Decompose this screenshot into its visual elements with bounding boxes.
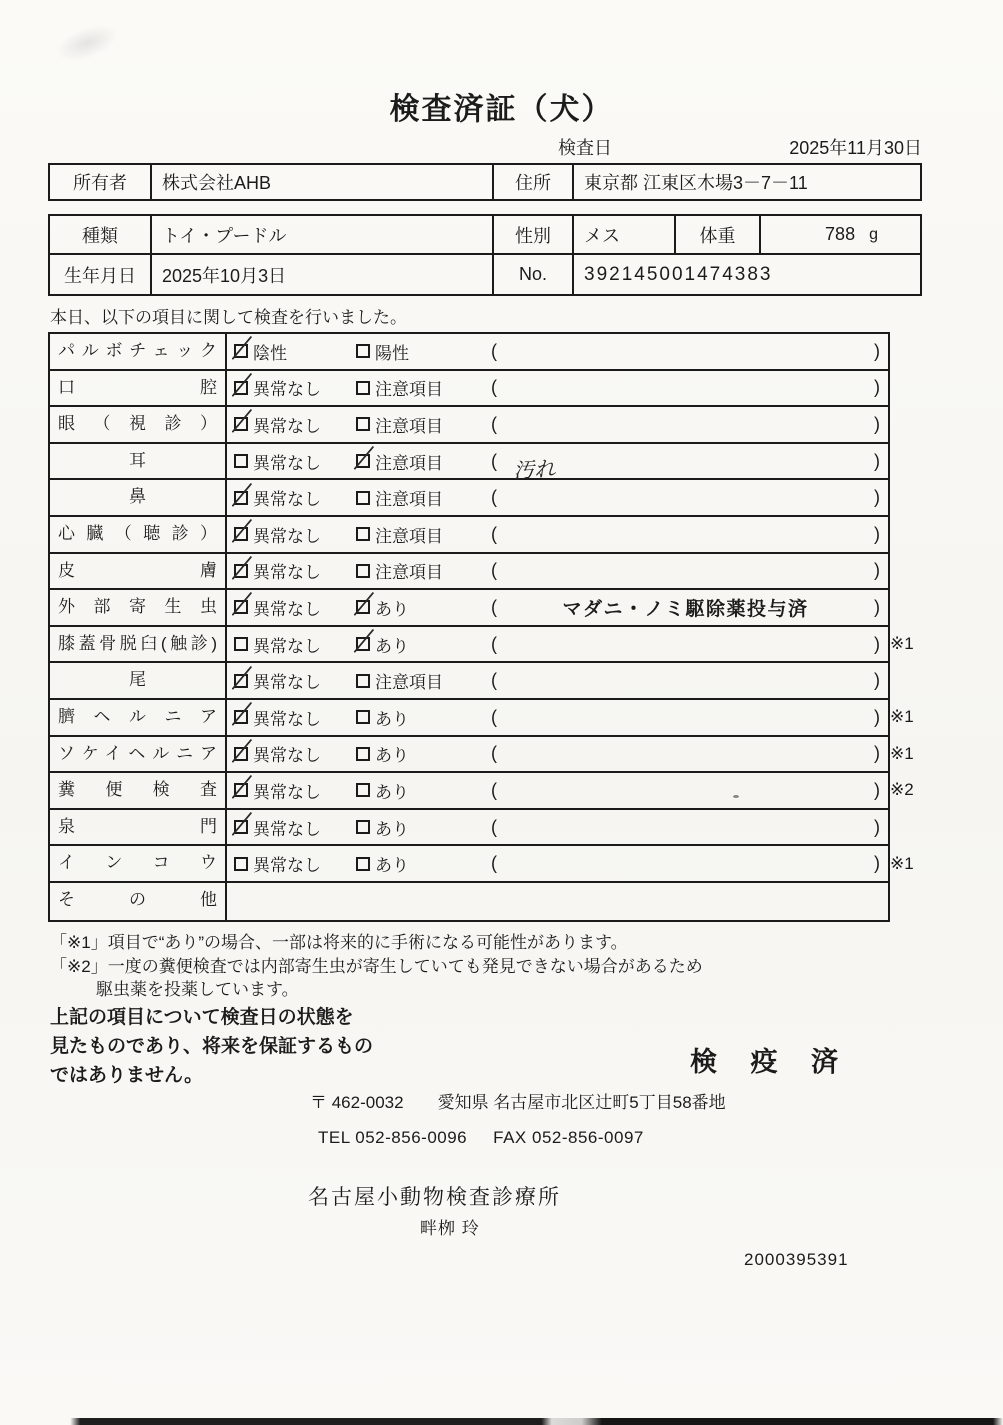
owner-value: 株式会社AHB [150, 165, 492, 199]
checkbox-2 [356, 820, 370, 834]
option-2 [349, 554, 489, 589]
close-paren: ) [874, 523, 880, 544]
close-paren: ) [874, 853, 880, 874]
inspection-item-label: インコウ [50, 846, 227, 881]
microchip-no-value: 392145001474383 [572, 255, 920, 294]
option-1 [227, 371, 349, 406]
clinic-address: 愛知県 名古屋市北区辻町5丁目58番地 [437, 1093, 726, 1112]
inspection-item-label: その他 [50, 883, 227, 920]
open-paren: ( [491, 670, 497, 691]
open-paren: ( [491, 450, 497, 471]
open-paren: ( [491, 487, 497, 508]
option-1 [227, 517, 349, 552]
option-1 [227, 810, 349, 845]
close-paren: ) [874, 596, 880, 617]
remarks-area [489, 407, 888, 442]
inspection-item-label: 心臓（聴診） [50, 517, 227, 552]
disclaimer-line-2: 見たものであり、将来を保証するもの [50, 1036, 374, 1057]
inspection-item-label: 泉門 [50, 810, 227, 845]
intro-text: 本日、以下の項目に関して検査を行いました。 [50, 308, 407, 327]
option-2 [349, 371, 489, 406]
remarks-area [489, 737, 888, 772]
inspection-date-row [558, 134, 922, 160]
remarks-area [489, 810, 888, 845]
footnote-2-line-2: 駆虫薬を投薬しています。 [96, 980, 299, 999]
weight-value-cell [759, 216, 920, 253]
checkbox-1 [234, 454, 248, 468]
close-paren: ) [874, 450, 880, 471]
checkbox-1 [234, 417, 248, 431]
checkbox-2-label: 注意項目 [375, 563, 443, 583]
close-paren: ) [874, 560, 880, 581]
option-1 [227, 444, 349, 479]
checkbox-1-label: 異常なし [253, 563, 321, 583]
checkbox-2 [356, 857, 370, 871]
row-footnote-mark: ※2 [890, 780, 914, 800]
open-paren: ( [491, 743, 497, 764]
remarks-area [489, 773, 888, 808]
checkbox-1 [234, 674, 248, 688]
scan-edge-artifact [0, 1418, 1003, 1425]
option-2 [349, 700, 489, 735]
option-2 [349, 810, 489, 845]
weight-value: 788 [825, 224, 856, 244]
row-footnote-mark: ※1 [890, 743, 914, 763]
checkbox-2 [356, 454, 370, 468]
remarks-area [489, 627, 888, 662]
clinic-fax: FAX 052-856-0097 [493, 1128, 644, 1147]
inspection-row [50, 554, 888, 591]
checkbox-2 [356, 491, 370, 505]
inspection-row [50, 517, 888, 554]
checkbox-2 [356, 637, 370, 651]
checkbox-1-label: 異常なし [253, 819, 321, 839]
inspection-row [50, 810, 888, 847]
address-value: 東京都 江東区木場3－7－11 [572, 165, 920, 199]
checkbox-2 [356, 710, 370, 724]
inspection-row [50, 737, 914, 774]
open-paren: ( [491, 779, 497, 800]
birthdate-label: 生年月日 [64, 265, 136, 286]
disclaimer-line-1: 上記の項目について検査日の状態を [50, 1007, 354, 1028]
inspection-row [50, 663, 888, 700]
checkbox-2-label: 注意項目 [375, 673, 443, 693]
option-2 [349, 663, 489, 698]
checkbox-1-label: 異常なし [253, 526, 321, 546]
breed-value: トイ・プードル [150, 216, 492, 253]
inspection-row [50, 627, 914, 664]
close-paren: ) [874, 816, 880, 837]
checkbox-1 [234, 527, 248, 541]
clinic-postal-code: 〒 462-0032 [310, 1093, 404, 1112]
option-1 [227, 846, 349, 881]
weight-unit: g [869, 225, 878, 243]
checkbox-1 [234, 344, 248, 358]
inspection-item-label: 膝蓋骨脱臼(触診) [50, 627, 227, 662]
checkbox-1-label: 異常なし [253, 673, 321, 693]
checkbox-1-label: 異常なし [253, 380, 321, 400]
open-paren: ( [491, 816, 497, 837]
checkbox-2-label: あり [375, 599, 409, 619]
document-title: 検査済証（犬） [389, 93, 614, 126]
inspection-item-label: 尾 [50, 663, 227, 698]
checkbox-2 [356, 600, 370, 614]
sex-value: メス [572, 216, 674, 253]
remarks-area [489, 700, 888, 735]
inspection-item-label: 鼻 [50, 480, 227, 515]
inspection-item-label: 皮膚 [50, 554, 227, 589]
inspection-row [50, 590, 888, 627]
inspection-item-label: 外部寄生虫 [50, 590, 227, 625]
quarantine-stamp: 検 疫 済 [690, 1047, 852, 1077]
remarks-area [489, 590, 888, 625]
inspection-row [50, 371, 888, 408]
option-1 [227, 737, 349, 772]
checkbox-1 [234, 381, 248, 395]
footnote-2-line-1: 「※2」一度の糞便検査では内部寄生虫が寄生していても発見できない場合があるため [50, 957, 703, 976]
option-1 [227, 627, 349, 662]
inspection-row [50, 883, 888, 920]
animal-table [48, 214, 922, 296]
disclaimer-line-3: ではありません。 [50, 1065, 204, 1086]
checkbox-2-label: 注意項目 [375, 380, 443, 400]
checkbox-2-label: 注意項目 [375, 490, 443, 510]
checkbox-1 [234, 820, 248, 834]
checkbox-1 [234, 857, 248, 871]
row-footnote-mark: ※1 [890, 634, 914, 654]
inspection-row [50, 773, 914, 810]
inspection-item-label: ソケイヘルニア [50, 737, 227, 772]
row-footnote-mark: ※1 [890, 853, 914, 873]
option-1 [227, 700, 349, 735]
clinic-address-line [310, 1088, 726, 1113]
inspection-item-label: パルボチェック [50, 334, 227, 369]
checkbox-2 [356, 417, 370, 431]
weight-label: 体重 [674, 216, 759, 253]
checkbox-2 [356, 527, 370, 541]
inspection-row [50, 846, 914, 883]
checkbox-2-label: あり [375, 636, 409, 656]
option-2 [349, 444, 489, 479]
breed-label: 種類 [82, 225, 118, 246]
animal-table-row-2 [50, 255, 920, 294]
footnote-1: 「※1」項目で“あり”の場合、一部は将来的に手術になる可能性があります。 [50, 933, 628, 952]
checkbox-1-label: 異常なし [253, 709, 321, 729]
checkbox-1-label: 異常なし [253, 599, 321, 619]
inspection-table [48, 332, 914, 922]
close-paren: ) [874, 413, 880, 434]
remarks-area [489, 663, 888, 698]
option-1 [227, 773, 349, 808]
checkbox-2-label: 注意項目 [375, 526, 443, 546]
checkbox-2 [356, 674, 370, 688]
owner-label: 所有者 [73, 173, 127, 193]
close-paren: ) [874, 377, 880, 398]
close-paren: ) [874, 670, 880, 691]
checkbox-2-label: 注意項目 [375, 453, 443, 473]
checkbox-1 [234, 783, 248, 797]
remark-text: 汚れ [512, 457, 556, 484]
close-paren: ) [874, 633, 880, 654]
inspection-row [50, 407, 888, 444]
open-paren: ( [491, 596, 497, 617]
open-paren: ( [491, 706, 497, 727]
checkbox-2-label: あり [375, 782, 409, 802]
checkbox-2 [356, 783, 370, 797]
option-2 [349, 590, 489, 625]
birthdate-value: 2025年10月3日 [150, 255, 492, 294]
veterinarian-name: 畔栁 玲 [420, 1219, 480, 1238]
checkbox-1 [234, 600, 248, 614]
remarks-area [489, 371, 888, 406]
open-paren: ( [491, 340, 497, 361]
option-2 [349, 846, 489, 881]
scan-smudge-artifact [52, 18, 122, 68]
checkbox-2 [356, 381, 370, 395]
inspection-item-label: 糞便検査 [50, 773, 227, 808]
inspection-row [50, 700, 914, 737]
remarks-area [489, 846, 888, 881]
option-2 [349, 517, 489, 552]
inspection-date-value: 2025年11月30日 [789, 138, 922, 158]
checkbox-1-label: 異常なし [253, 856, 321, 876]
option-2 [349, 334, 489, 369]
checkbox-1-label: 異常なし [253, 636, 321, 656]
option-1 [227, 407, 349, 442]
checkbox-1 [234, 710, 248, 724]
checkbox-1-label: 異常なし [253, 746, 321, 766]
option-1 [227, 480, 349, 515]
option-1 [227, 554, 349, 589]
remarks-area [489, 554, 888, 589]
checkbox-1-label: 異常なし [253, 453, 321, 473]
serial-number: 2000395391 [744, 1250, 849, 1269]
close-paren: ) [874, 487, 880, 508]
option-1 [227, 334, 349, 369]
option-2 [349, 737, 489, 772]
remarks-area [489, 480, 888, 515]
checkbox-1 [234, 747, 248, 761]
option-2 [349, 773, 489, 808]
checkbox-2 [356, 564, 370, 578]
clinic-name: 名古屋小動物検査診療所 [308, 1186, 561, 1209]
sex-label: 性別 [492, 216, 572, 253]
open-paren: ( [491, 523, 497, 544]
clinic-tel: TEL 052-856-0096 [318, 1128, 468, 1147]
checkbox-2 [356, 747, 370, 761]
open-paren: ( [491, 853, 497, 874]
option-2 [349, 407, 489, 442]
checkbox-1-label: 異常なし [253, 490, 321, 510]
scan-speck-artifact [733, 795, 739, 798]
row-footnote-mark: ※1 [890, 707, 914, 727]
checkbox-2-label: あり [375, 709, 409, 729]
checkbox-2-label: あり [375, 856, 409, 876]
checkbox-1 [234, 491, 248, 505]
inspection-row [50, 480, 888, 517]
open-paren: ( [491, 633, 497, 654]
owner-table [48, 163, 922, 201]
checkbox-2-label: あり [375, 819, 409, 839]
animal-table-row-1 [50, 216, 920, 255]
inspection-row [50, 334, 888, 371]
checkbox-2-label: 注意項目 [375, 416, 443, 436]
close-paren: ) [874, 706, 880, 727]
disclaimer-text [50, 1003, 373, 1090]
checkbox-2 [356, 344, 370, 358]
remarks-area [489, 444, 888, 484]
address-label: 住所 [492, 165, 572, 199]
checkbox-2-label: 陽性 [375, 343, 409, 363]
checkbox-1-label: 異常なし [253, 416, 321, 436]
open-paren: ( [491, 377, 497, 398]
open-paren: ( [491, 560, 497, 581]
remarks-area [489, 517, 888, 552]
checkbox-1 [234, 637, 248, 651]
option-2 [349, 627, 489, 662]
close-paren: ) [874, 340, 880, 361]
checkbox-2-label: あり [375, 746, 409, 766]
inspection-date-label: 検査日 [558, 138, 612, 158]
inspection-item-label: 口腔 [50, 371, 227, 406]
option-1 [227, 590, 349, 625]
inspection-row [50, 444, 888, 484]
option-1 [227, 663, 349, 698]
remark-text: マダニ・ノミ駆除薬投与済 [562, 598, 809, 620]
checkbox-1-label: 異常なし [253, 782, 321, 802]
checkbox-1 [234, 564, 248, 578]
inspection-item-label: 耳 [50, 444, 227, 479]
checkbox-1-label: 陰性 [253, 343, 287, 363]
close-paren: ) [874, 743, 880, 764]
close-paren: ) [874, 779, 880, 800]
inspection-item-label: 臍ヘルニア [50, 700, 227, 735]
option-2 [349, 480, 489, 515]
open-paren: ( [491, 413, 497, 434]
remarks-area [489, 334, 888, 369]
inspection-item-label: 眼（視診） [50, 407, 227, 442]
microchip-no-label: No. [492, 255, 572, 294]
clinic-phone-line [318, 1128, 644, 1148]
